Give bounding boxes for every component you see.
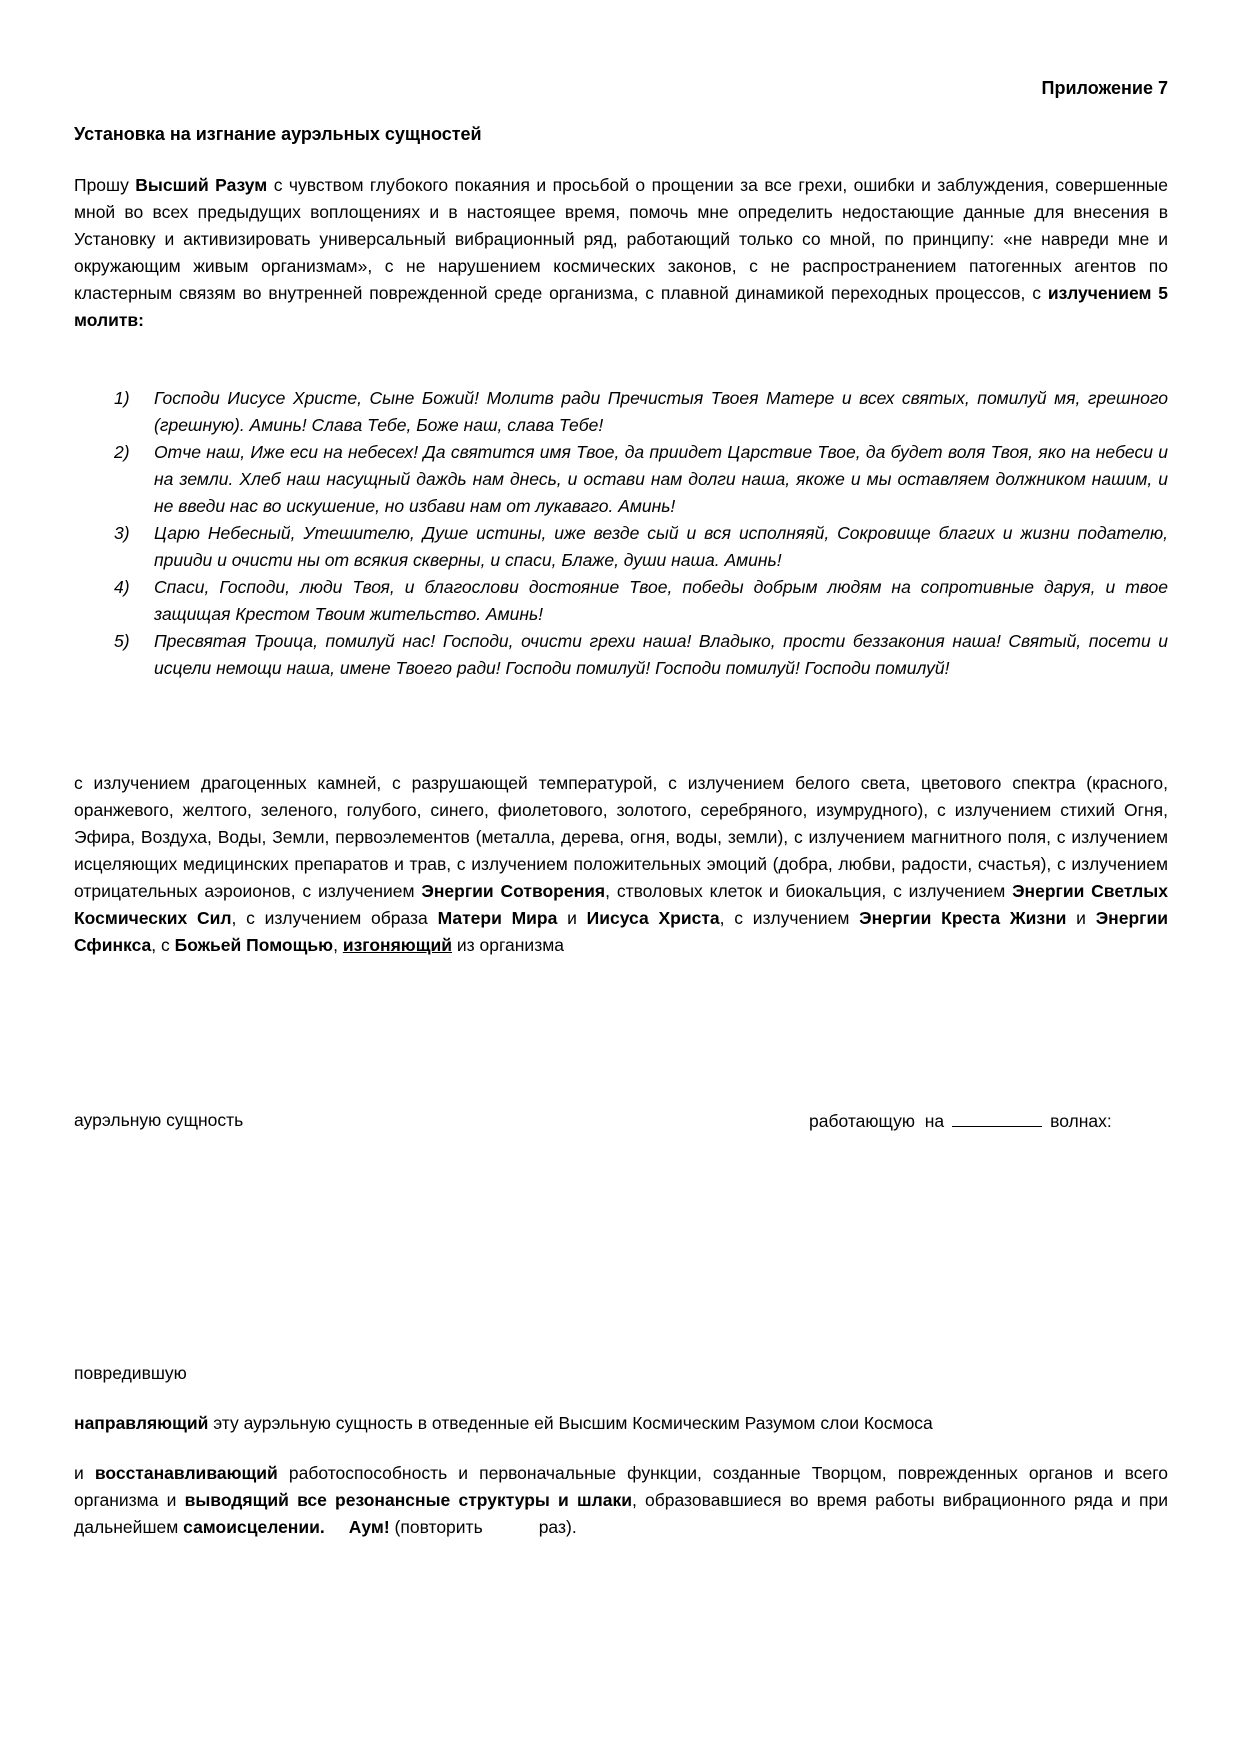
restore-bold: восстанавливающий xyxy=(94,1463,278,1483)
prayer-number: 3) xyxy=(114,523,130,543)
prayer-number: 2) xyxy=(114,442,130,462)
restore-bold: самоисцелении. xyxy=(183,1517,325,1537)
emission-text: и xyxy=(1066,908,1096,928)
emission-text: , xyxy=(333,935,343,955)
document-title: Установка на изгнание аурэльных сущностей xyxy=(74,124,482,144)
waves-field xyxy=(809,1110,1112,1132)
direct-paragraph xyxy=(74,1410,1168,1437)
intro-bold-1: Высший Разум xyxy=(135,175,268,195)
appendix-label: Приложение 7 xyxy=(1041,78,1168,98)
waves-label-post: волнах: xyxy=(1050,1111,1112,1131)
entity-row xyxy=(74,1110,1168,1137)
aum-bold: Аум! xyxy=(348,1517,390,1537)
prayer-item xyxy=(114,628,1168,682)
waves-blank-line[interactable] xyxy=(952,1110,1042,1127)
direct-text: эту аурэльную сущность в отведенные ей Высшим Космическим Разумом слои Космоса xyxy=(208,1413,933,1433)
emission-underlined-bold: изгоняющий xyxy=(342,935,453,955)
prayer-item xyxy=(114,439,1168,520)
prayer-list xyxy=(114,385,1168,682)
prayer-number: 5) xyxy=(114,631,130,651)
repeat-label: (повторить xyxy=(389,1517,483,1537)
emission-bold: Энергии Сфинкса xyxy=(74,908,1168,955)
intro-bold-2: излучением 5 молитв: xyxy=(74,283,1169,330)
emission-text: , с излучением xyxy=(719,908,860,928)
prayer-text: Господи Иисусе Христе, Сыне Божий! Молитв ради Пречистыя Твоея Матере и всех святых, помилуй мя, грешного (грешную). Аминь! Слава Тебе, Боже наш, слава Тебе! xyxy=(154,388,1168,435)
prayer-number: 1) xyxy=(114,388,130,408)
emission-bold: Матери Мира xyxy=(437,908,558,928)
emission-text: , с xyxy=(151,935,175,955)
prayer-item xyxy=(114,385,1168,439)
damaged-line: повредившую xyxy=(74,1363,187,1383)
prayer-item xyxy=(114,520,1168,574)
intro-paragraph xyxy=(74,172,1168,334)
prayer-text: Спаси, Господи, люди Твоя, и благослови достояние Твое, победы добрым людям на сопротивные даруя, и твое защищая Крестом Твоим жительство. Аминь! xyxy=(154,577,1168,624)
emission-bold: Иисуса Христа xyxy=(586,908,720,928)
prayer-text: Царю Небесный, Утешителю, Душе истины, иже везде сый и вся исполняяй, Сокровище благих и жизни подателю, прииди и очисти ны от всякия скверны, и спаси, Блаже, души наша. Аминь! xyxy=(154,523,1168,570)
direct-bold: направляющий xyxy=(74,1413,209,1433)
emission-text: , стволовых клеток и биокальция, с излучением xyxy=(605,881,1013,901)
emission-paragraph xyxy=(74,770,1168,959)
restore-text: , образовавшиеся во время работы вибрационного ряда и при дальнейшем xyxy=(74,1490,1168,1537)
emission-text: с излучением драгоценных камней, с разрушающей температурой, с излучением белого света, цветового спектра (красного, оранжевого, желтого, зеленого, голубого, синего, фиолетового, золотого, серебряного, изумрудного), с излучением стихий Огня, Эфира, Воздуха, Воды, Земли, первоэлементов (металла, дерева, огня, воды, земли), с излучением магнитного поля, с излучением исцеляющих медицинских препаратов и трав, с излучением положительных эмоций (добра, любви, радости, счастья), с излучением отрицательных аэроионов, с излучением xyxy=(74,773,1168,901)
restore-bold: выводящий все резонансные структуры и шлаки xyxy=(184,1490,632,1510)
prayer-text: Отче наш, Иже еси на небесех! Да святится имя Твое, да приидет Царствие Твое, да будет воля Твоя, яко на небеси и на земли. Хлеб наш насущный даждь нам днесь, и остави нам долги наша, якоже и мы оставляем должником нашим, и не введи нас во искушение, но избави нам от лукаваго. Аминь! xyxy=(154,442,1168,516)
prayer-item xyxy=(114,574,1168,628)
entity-label: аурэльную сущность xyxy=(74,1110,244,1130)
emission-text: и xyxy=(557,908,587,928)
restore-text: и xyxy=(74,1463,95,1483)
emission-bold: Энергии Креста Жизни xyxy=(859,908,1067,928)
restore-text: работоспособность и первоначальные функции, созданные Творцом, поврежденных органов и всего организма и xyxy=(74,1463,1168,1510)
emission-bold: Энергии Сотворения xyxy=(421,881,606,901)
waves-label-pre: работающую на xyxy=(809,1111,945,1131)
emission-text: из организма xyxy=(452,935,564,955)
emission-bold: Энергии Светлых Космических Сил xyxy=(74,881,1168,928)
prayer-number: 4) xyxy=(114,577,130,597)
restore-paragraph xyxy=(74,1460,1168,1541)
repeat-suffix: раз). xyxy=(538,1517,577,1537)
emission-text: , с излучением образа xyxy=(231,908,438,928)
prayer-text: Пресвятая Троица, помилуй нас! Господи, очисти грехи наша! Владыко, прости беззакония наша! Святый, посети и исцели немощи наша, имене Твоего ради! Господи помилуй! Господи помилуй! Господи помилуй! xyxy=(154,631,1168,678)
intro-text-1: Прошу xyxy=(74,175,136,195)
emission-bold: Божьей Помощью xyxy=(174,935,334,955)
intro-text-2: с чувством глубокого покаяния и просьбой о прощении за все грехи, ошибки и заблуждения, совершенные мной во всех предыдущих воплощениях и в настоящее время, помочь мне определить недостающие данные для внесения в Установку и активизировать универсальный вибрационный ряд, работающий только со мной, по принципу: «не навреди мне и окружающим живым организмам», с не нарушением космических законов, с не распространением патогенных агентов по кластерным связям во внутренней поврежденной среде организма, с плавной динамикой переходных процессов, с xyxy=(74,175,1168,303)
